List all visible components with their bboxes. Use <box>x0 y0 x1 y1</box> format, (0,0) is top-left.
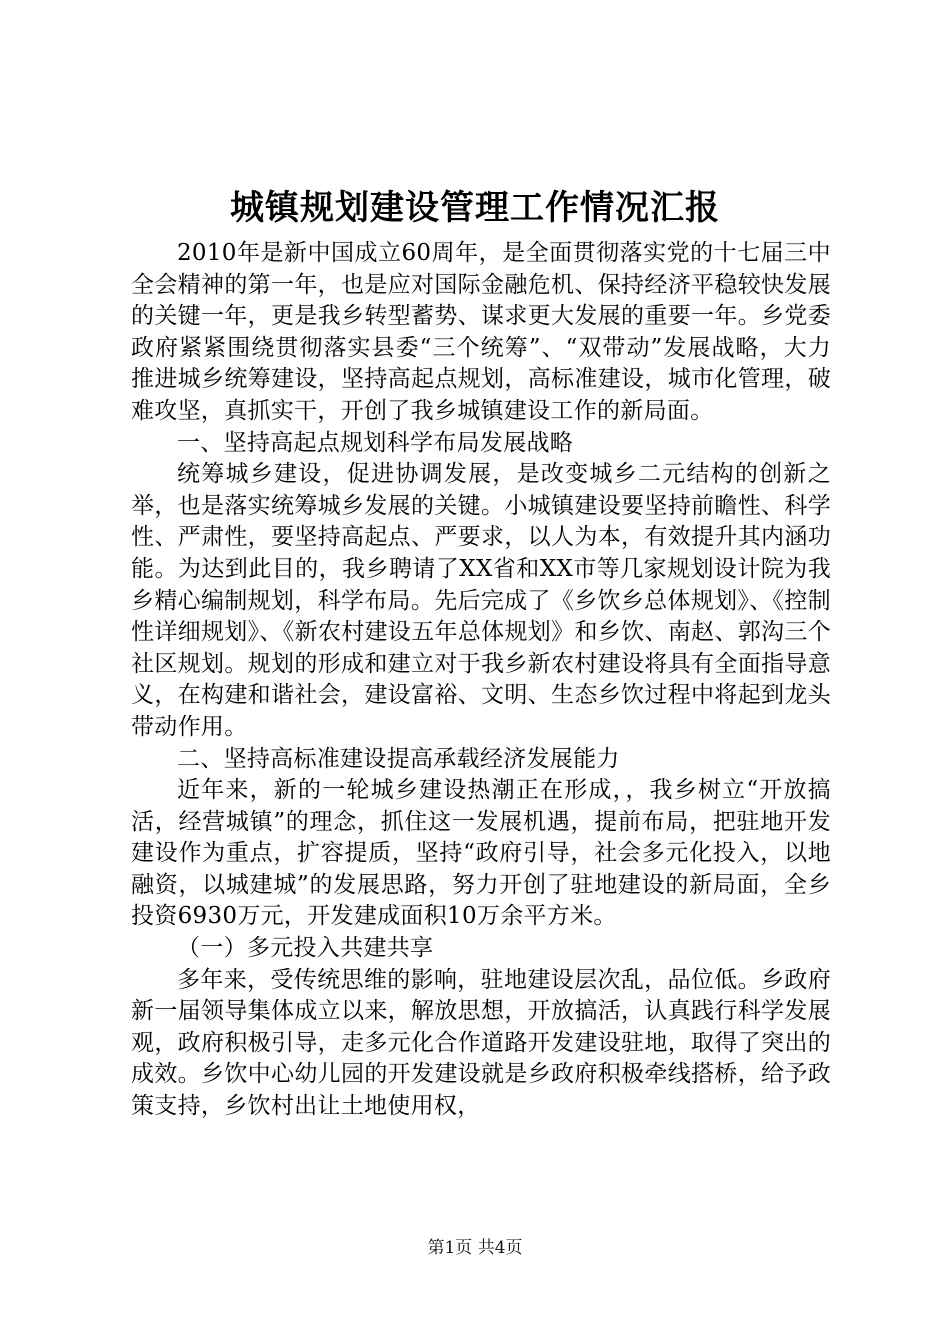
page-number-footer: 第1页 共4页 <box>427 1238 523 1258</box>
subsection-heading-1: （一）多元投入共建共享 <box>177 935 434 962</box>
document-body <box>131 238 831 1123</box>
section-heading-2: 二、坚持高标准建设提高承载经济发展能力 <box>177 745 620 772</box>
paragraph-intro: 2010年是新中国成立60周年，是全面贯彻落实党的十七届三中全会精神的第一年，也是应对国际金融危机、保持经济平稳较快发展的关键一年，更是我乡转型蓄势、谋求更大发展的重要一年。乡党委政府紧紧围绕贯彻落实县委“三个统筹”、“双带动”发展战略，大力推进城乡统筹建设，坚持高起点规划，高标准建设，城市化管理，破难攻坚，真抓实干，开创了我乡城镇建设工作的新局面。 <box>131 240 831 424</box>
paragraph-subsection-1: 多年来，受传统思维的影响，驻地建设层次乱，品位低。乡政府新一届领导集体成立以来，解放思想，开放搞活，认真践行科学发展观，政府积极引导，走多元化合作道路开发建设驻地，取得了突出的成效。乡饮中心幼儿园的开发建设就是乡政府积极牵线搭桥，给予政策支持，乡饮村出让土地使用权， <box>131 966 831 1120</box>
document-title: 城镇规划建设管理工作情况汇报 <box>230 188 720 228</box>
paragraph-section-1: 统筹城乡建设，促进协调发展，是改变城乡二元结构的创新之举，也是落实统筹城乡发展的关键。小城镇建设要坚持前瞻性、科学性、严肃性，要坚持高起点、严要求，以人为本，有效提升其内涵功能。为达到此目的，我乡聘请了XX省和XX市等几家规划设计院为我乡精心编制规划，科学布局。先后完成了《乡饮乡总体规划》、《控制性详细规划》、《新农村建设五年总体规划》和乡饮、南赵、郭沟三个社区规划。规划的形成和建立对于我乡新农村建设将具有全面指导意义，在构建和谐社会，建设富裕、文明、生态乡饮过程中将起到龙头带动作用。 <box>131 461 831 740</box>
paragraph-section-2: 近年来，新的一轮城乡建设热潮正在形成，，我乡树立“开放搞活，经营城镇”的理念，抓住这一发展机遇，提前布局，把驻地开发建设作为重点，扩容提质，坚持“政府引导，社会多元化投入，以地融资，以城建城”的发展思路，努力开创了驻地建设的新局面，全乡投资6930万元，开发建成面积10万余平方米。 <box>131 777 831 930</box>
section-heading-1: 一、坚持高起点规划科学布局发展战略 <box>177 429 574 456</box>
